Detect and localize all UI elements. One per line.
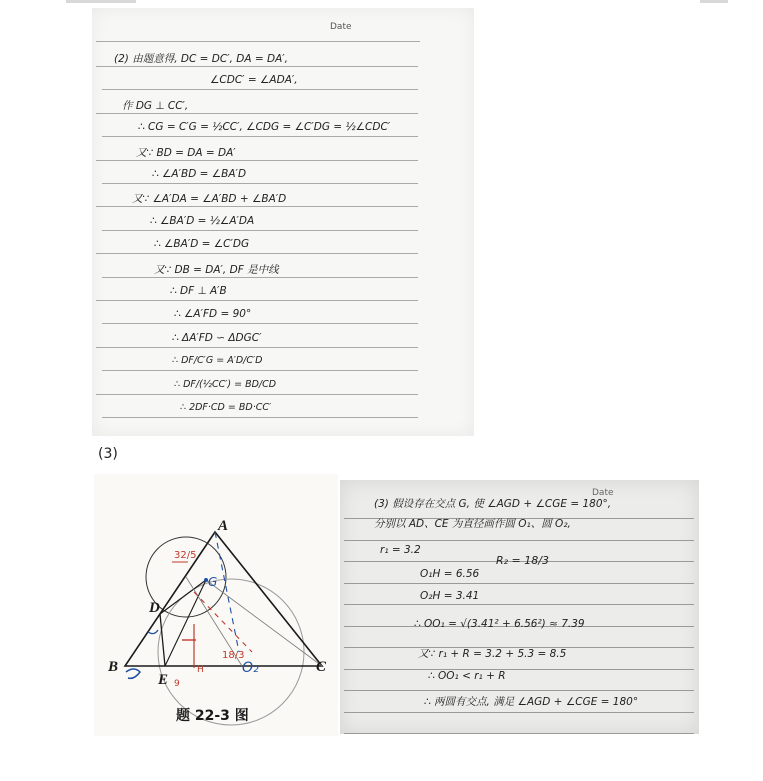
date-label: Date [330, 22, 352, 32]
proof-line: ∴ 2DF·CD = BD·CC′ [180, 402, 272, 413]
section-label: (3) [98, 446, 118, 462]
notebook-rule [344, 712, 694, 713]
red-note-bottom: 18/3 [222, 650, 245, 661]
solution-line: O₁H = 6.56 [420, 568, 480, 580]
notebook-rule [96, 66, 418, 67]
notebook-rule [344, 583, 694, 584]
solution-line: 分别以 AD、CE 为直径画作圆 O₁、圆 O₂, [374, 518, 571, 530]
notebook-rule [344, 733, 694, 734]
point-label-c: C [316, 659, 327, 675]
red-note-top: 32/5 [174, 550, 197, 561]
notebook-rule [96, 394, 418, 395]
notebook-rule [344, 540, 694, 541]
notebook-rule [102, 417, 418, 418]
point-label-b: B [108, 659, 119, 675]
solution-line: 又∵ r₁ + R = 3.2 + 5.3 = 8.5 [418, 648, 567, 660]
proof-line: (2) 由题意得, DC = DC′, DA = DA′, [114, 53, 288, 65]
r2-label: R₂ = 18/3 [496, 554, 549, 567]
proof-line: 又∵ ∠A′DA = ∠A′BD + ∠BA′D [132, 193, 287, 206]
notebook-rule [96, 113, 418, 114]
proof-line: ∴ DF/C′G = A′D/C′D [172, 355, 263, 367]
solution-line: (3) 假设存在交点 G, 使 ∠AGD + ∠CGE = 180°, [374, 498, 612, 510]
solution-line: ∴ 两圆有交点, 满足 ∠AGD + ∠CGE = 180° [424, 696, 639, 708]
notebook-rule [96, 347, 418, 348]
notebook-rule [96, 41, 420, 42]
proof-line: ∠CDC′ = ∠ADA′, [210, 74, 298, 87]
top-edge-left [66, 0, 136, 3]
notebook-photo-part3 [340, 480, 699, 734]
point-label-g: G [208, 575, 218, 589]
triangle-diagram [94, 474, 338, 736]
solution-line: O₂H = 3.41 [420, 590, 480, 602]
point-label-h: H [197, 665, 204, 675]
proof-line: ∴ ∠BA′D = ½∠A′DA [150, 214, 255, 227]
notebook-rule [344, 604, 694, 605]
notebook-rule [102, 230, 418, 231]
blue-scribble [126, 669, 140, 678]
top-edge-right [700, 0, 728, 3]
notebook-rule [102, 89, 418, 90]
notebook-rule [96, 160, 418, 161]
notebook-rule [102, 323, 418, 324]
point-label-d: D [149, 600, 160, 616]
notebook-rule [96, 206, 418, 207]
proof-line: 作 DG ⊥ CC′, [122, 99, 189, 112]
notebook-rule [102, 277, 418, 278]
geometry-figure [94, 474, 338, 736]
proof-line: ∴ CG = C′G = ½CC′, ∠CDG = ∠C′DG = ½∠CDC′ [138, 121, 391, 134]
proof-line: 又∵ BD = DA = DA′ [136, 146, 236, 159]
red-note-foot: 9 [174, 679, 180, 689]
segment-dg [160, 580, 206, 614]
date-label: Date [592, 488, 614, 498]
proof-line: ∴ DF ⊥ A′B [170, 285, 227, 297]
dashed-ag [215, 532, 239, 652]
notebook-rule [102, 136, 418, 137]
notebook-photo-part2 [92, 8, 474, 436]
solution-line: ∴ OO₁ < r₁ + R [428, 670, 506, 682]
notebook-rule [102, 370, 418, 371]
point-label-e: E [158, 672, 169, 688]
red-dashed-line [194, 592, 252, 652]
point-label-o2: O₂ [242, 660, 259, 676]
figure-caption: 题 22-3 图 [176, 708, 249, 724]
proof-line: ∴ DF/(½CC′) = BD/CD [174, 378, 277, 390]
solution-line: ∴ OO₁ = √(3.41² + 6.56²) ≈ 7.39 [414, 618, 585, 630]
proof-line: 又∵ DB = DA′, DF 是中线 [154, 263, 279, 276]
proof-line: ∴ ∠A′FD = 90° [174, 308, 252, 321]
notebook-rule [344, 690, 694, 691]
proof-line: ∴ ∠BA′D = ∠C′DG [154, 238, 250, 251]
proof-line: ∴ ∠A′BD = ∠BA′D [152, 168, 247, 180]
segment-eg [165, 580, 206, 666]
solution-line: r₁ = 3.2 [380, 544, 421, 556]
point-label-a: A [218, 518, 229, 534]
proof-line: ∴ ΔA′FD ∽ ΔDGC′ [172, 331, 262, 344]
notebook-rule [102, 183, 418, 184]
notebook-rule [344, 669, 694, 670]
notebook-rule [96, 253, 418, 254]
notebook-rule [96, 300, 418, 301]
